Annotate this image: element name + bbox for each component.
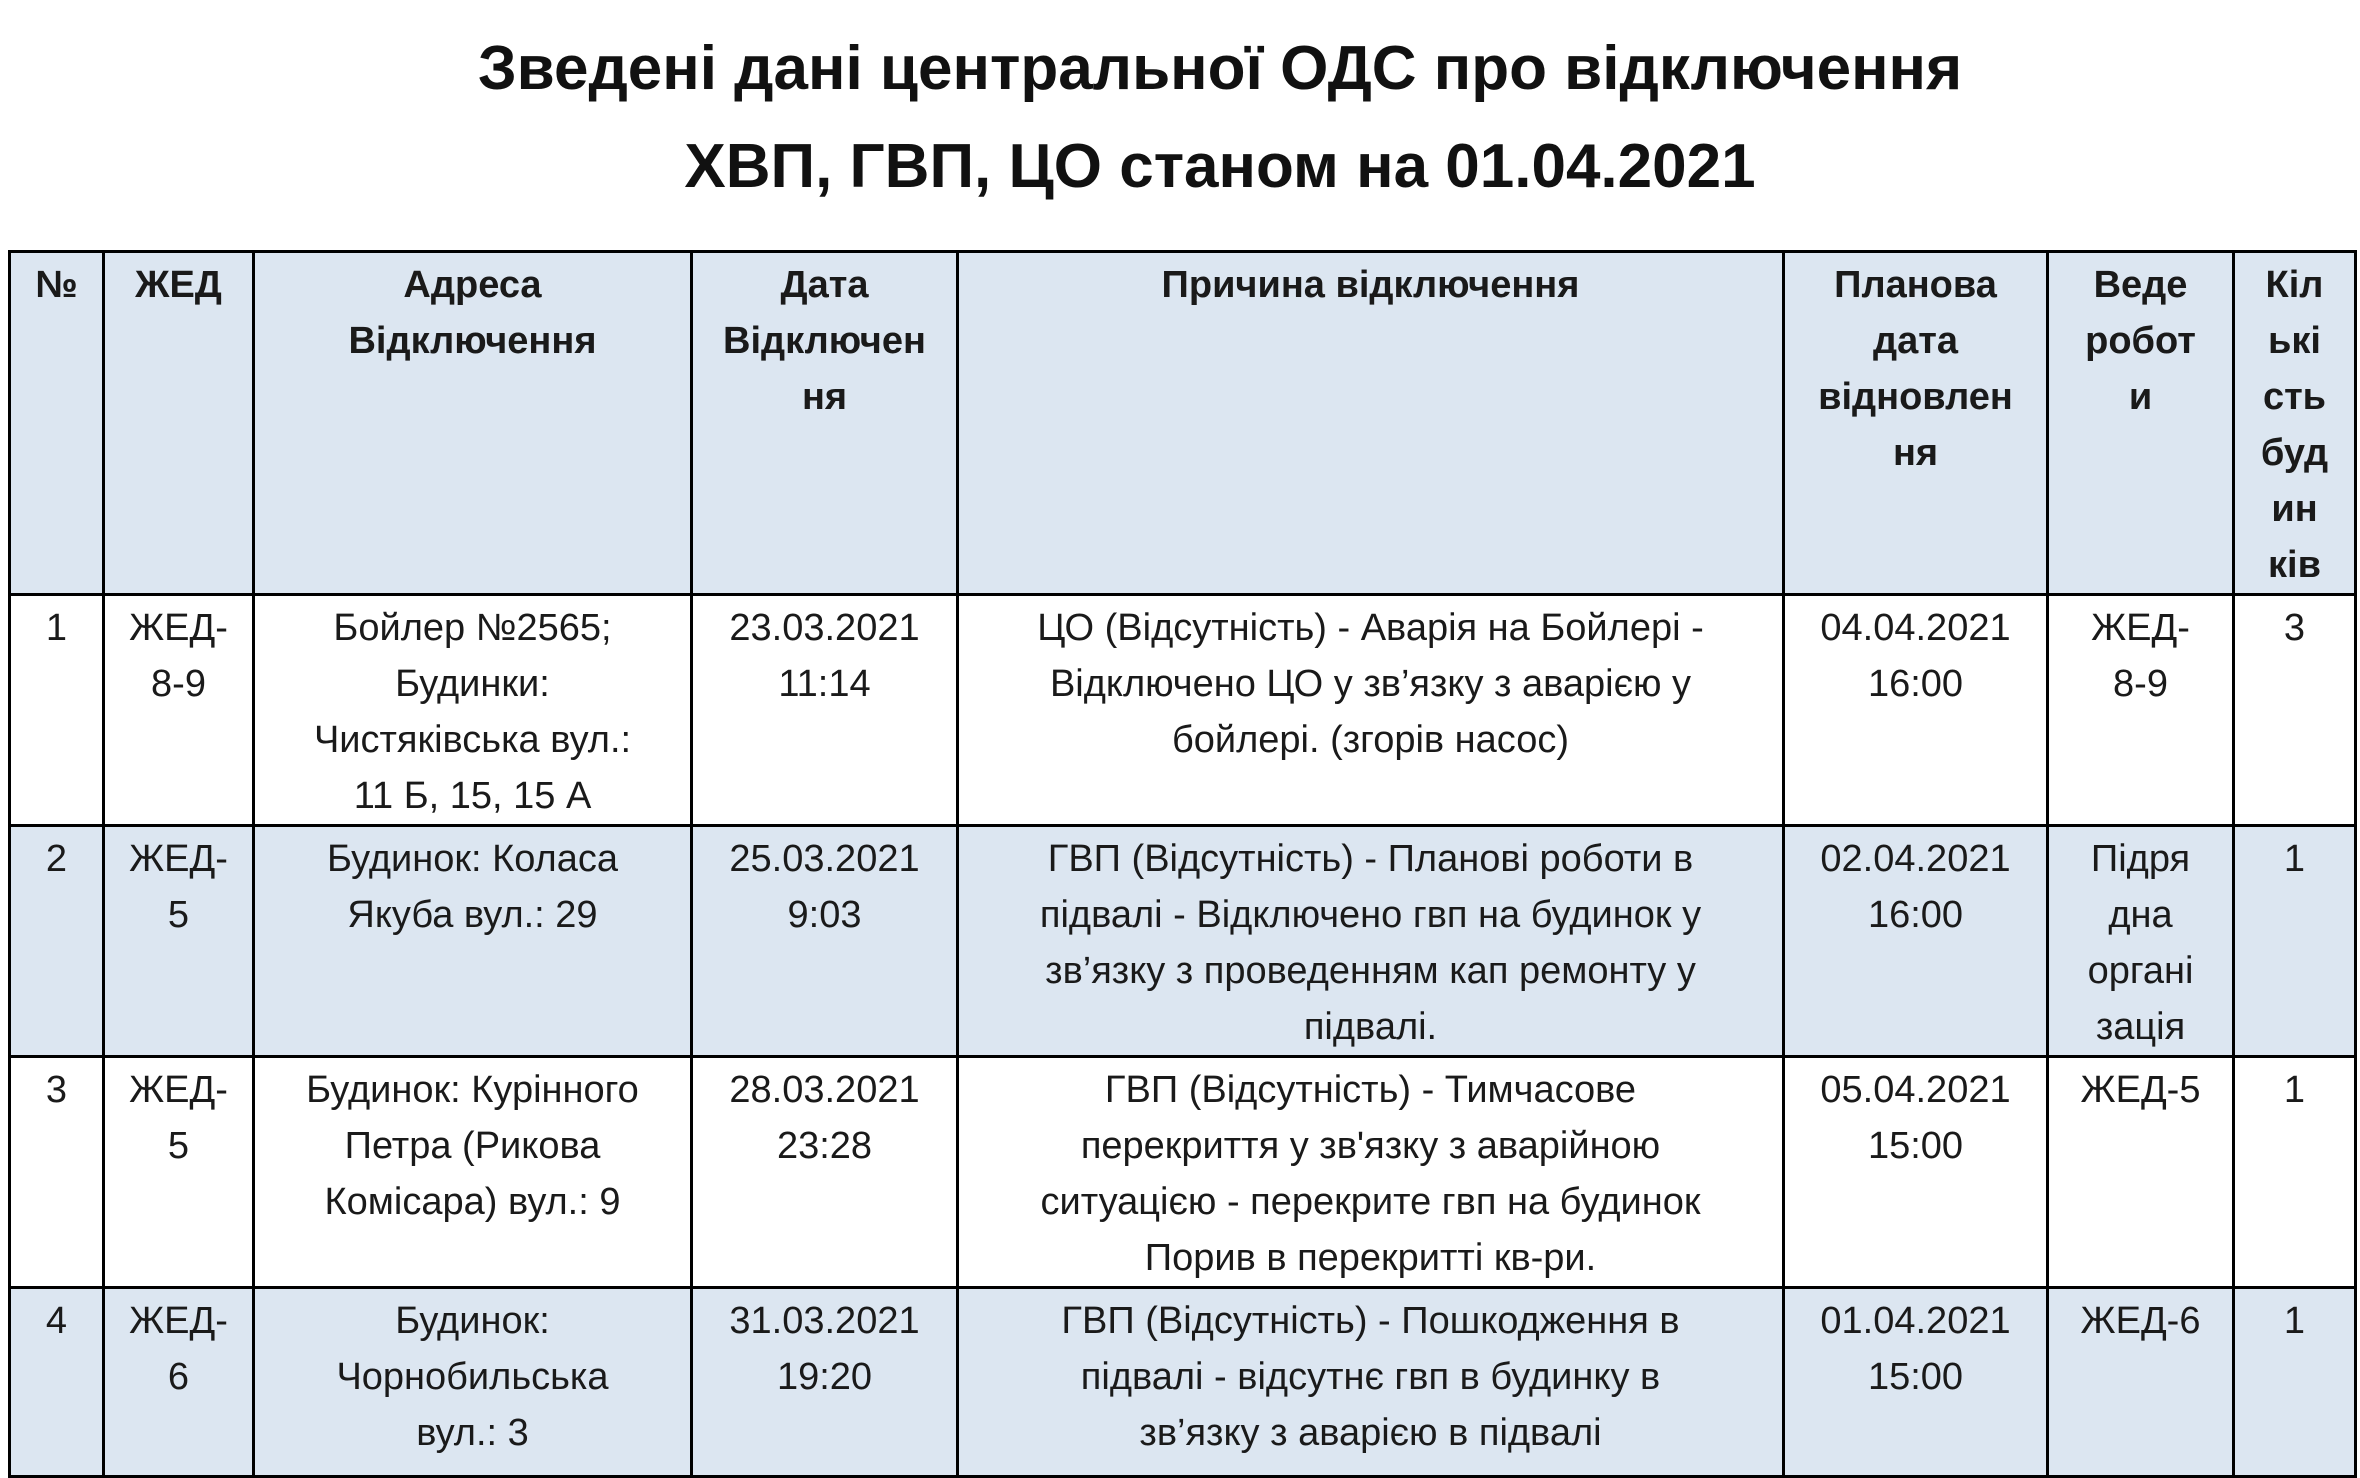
cell-text: ня [801,376,848,418]
cell-text: 15:00 [1867,1125,1964,1167]
cell-text: бойлері. (згорів насос) [1171,719,1569,761]
cell-text: 3 [45,1069,68,1111]
table-header-row [10,252,2356,595]
cell-text: ЖЕД-6 [2080,1300,2201,1342]
cell-building-count [2234,826,2356,1057]
cell-building-count [2234,1288,2356,1477]
cell-text: вул.: 3 [416,1412,529,1454]
cell-text: 11:14 [778,663,871,705]
cell-text: 02.04.2021 [1820,838,2011,880]
title-line-1: Зведені дані центральної ОДС про відключення [477,34,1963,103]
cell-text: Будинок: Коласа [327,838,618,880]
cell-text: Чорнобильська [336,1356,609,1398]
table-row [10,826,2356,1057]
cell-text: Комісара) вул.: 9 [324,1181,621,1223]
cell-reason [958,1057,1784,1288]
cell-planned-date [1784,1288,2048,1477]
header-num [10,252,104,595]
table-row [10,1288,2356,1477]
cell-text: ГВП (Відсутність) - Тимчасове [1104,1069,1637,1111]
cell-text: ЖЕД-5 [2080,1069,2201,1111]
cell-text: 1 [2283,1300,2306,1342]
cell-text: 04.04.2021 [1820,607,2011,649]
cell-text: робот [2085,320,2196,362]
cell-text: 05.04.2021 [1820,1069,2011,1111]
cell-text: 28.03.2021 [729,1069,920,1111]
cell-text: 25.03.2021 [729,838,920,880]
cell-jed [104,595,254,826]
cell-text: ЖЕД- [129,838,228,880]
cell-text: 01.04.2021 [1820,1300,2011,1342]
cell-text: 5 [167,894,190,936]
outages-table [8,250,2357,1478]
cell-text: Будинок: Курінного [306,1069,639,1111]
cell-worker [2048,1057,2234,1288]
cell-building-count [2234,595,2356,826]
cell-text: 8-9 [2113,663,2168,705]
cell-text: Відключен [723,320,926,362]
cell-text: Підря [2090,838,2191,880]
cell-text: 6 [167,1356,190,1398]
cell-text: Якуба вул.: 29 [347,894,598,936]
title-line-2: ХВП, ГВП, ЦО станом на 01.04.2021 [684,132,1756,201]
cell-text: 1 [45,607,68,649]
cell-text: сть [2262,376,2327,418]
cell-text: Відключено ЦО у зв’язку з аварією у [1049,663,1692,705]
cell-building-count [2234,1057,2356,1288]
cell-text: відновлен [1818,376,2013,418]
cell-text: ЖЕД- [129,1069,228,1111]
cell-text: Причина відключення [1161,264,1580,306]
cell-reason [958,1288,1784,1477]
cell-text: ситуацією - перекрите гвп на будинок [1040,1181,1701,1223]
header-jed [104,252,254,595]
cell-text: Адреса [403,264,542,306]
cell-text: перекриття у зв'язку з аварійною [1080,1125,1661,1167]
cell-text: 8-9 [151,663,206,705]
cell-text: Відключення [348,320,597,362]
cell-text: ЦО (Відсутність) - Аварія на Бойлері - [1037,607,1704,649]
cell-text: Дата [780,264,869,306]
cell-text: Петра (Рикова [344,1125,601,1167]
cell-text: дата [1873,320,1958,362]
cell-address [254,1288,692,1477]
cell-text: буд [2260,432,2329,474]
cell-text: Будинок: [395,1300,550,1342]
header-building-count [2234,252,2356,595]
header-reason [958,252,1784,595]
cell-text: дна [2108,894,2173,936]
cell-text: ГВП (Відсутність) - Планові роботи в [1047,838,1694,880]
cell-text: Планова [1834,264,1997,306]
cell-text: ків [2268,544,2321,586]
cell-num [10,1057,104,1288]
cell-text: 2 [45,838,68,880]
cell-text: 4 [45,1300,68,1342]
cell-text: ЖЕД- [2091,607,2190,649]
cell-planned-date [1784,595,2048,826]
cell-text: ин [2271,488,2318,530]
cell-text: Чистяківська вул.: [313,719,632,761]
cell-address [254,826,692,1057]
cell-text: органі [2087,950,2194,992]
cell-text: підвалі - Відключено гвп на будинок у [1039,894,1702,936]
cell-worker [2048,826,2234,1057]
header-date-off [692,252,958,595]
cell-jed [104,826,254,1057]
cell-text: Будинки: [395,663,550,705]
cell-text: ькі [2268,320,2321,362]
cell-reason [958,826,1784,1057]
cell-date-off [692,595,958,826]
cell-text: 1 [2283,1069,2306,1111]
cell-text: 11 Б, 15, 15 А [353,775,592,817]
cell-text: Порив в перекритті кв-ри. [1144,1237,1597,1279]
cell-planned-date [1784,1057,2048,1288]
cell-jed [104,1288,254,1477]
cell-text: 3 [2283,607,2306,649]
cell-text: 16:00 [1867,894,1964,936]
cell-text: підвалі - відсутнє гвп в будинку в [1080,1356,1661,1398]
header-worker [2048,252,2234,595]
cell-text: ЖЕД- [129,607,228,649]
cell-text: Кіл [2265,264,2324,306]
cell-text: зв’язку з проведенням кап ремонту у [1045,950,1696,992]
cell-text: 23.03.2021 [729,607,920,649]
cell-jed [104,1057,254,1288]
cell-text: ня [1892,432,1939,474]
cell-date-off [692,1057,958,1288]
cell-text: 16:00 [1867,663,1964,705]
cell-text: 9:03 [787,894,862,936]
cell-planned-date [1784,826,2048,1057]
cell-date-off [692,826,958,1057]
cell-worker [2048,1288,2234,1477]
cell-num [10,1288,104,1477]
cell-date-off [692,1288,958,1477]
cell-text: и [2128,376,2153,418]
cell-worker [2048,595,2234,826]
cell-address [254,595,692,826]
cell-text: зв’язку з аварією в підвалі [1139,1412,1602,1454]
cell-text: Бойлер №2565; [333,607,612,649]
cell-text: 19:20 [776,1356,873,1398]
cell-text: 15:00 [1867,1356,1964,1398]
cell-text: 5 [167,1125,190,1167]
cell-text: № [35,264,78,306]
cell-num [10,826,104,1057]
table-row [10,595,2356,826]
cell-text: підвалі. [1303,1006,1438,1048]
header-address [254,252,692,595]
cell-num [10,595,104,826]
cell-text: ЖЕД [135,264,222,306]
cell-address [254,1057,692,1288]
cell-text: ЖЕД- [129,1300,228,1342]
cell-text: зація [2095,1006,2186,1048]
cell-text: 23:28 [776,1125,873,1167]
cell-text: ГВП (Відсутність) - Пошкодження в [1061,1300,1680,1342]
document-title [0,20,2360,216]
cell-text: Веде [2093,264,2188,306]
table-row [10,1057,2356,1288]
cell-text: 1 [2283,838,2306,880]
cell-reason [958,595,1784,826]
cell-text: 31.03.2021 [729,1300,920,1342]
header-planned-date [1784,252,2048,595]
